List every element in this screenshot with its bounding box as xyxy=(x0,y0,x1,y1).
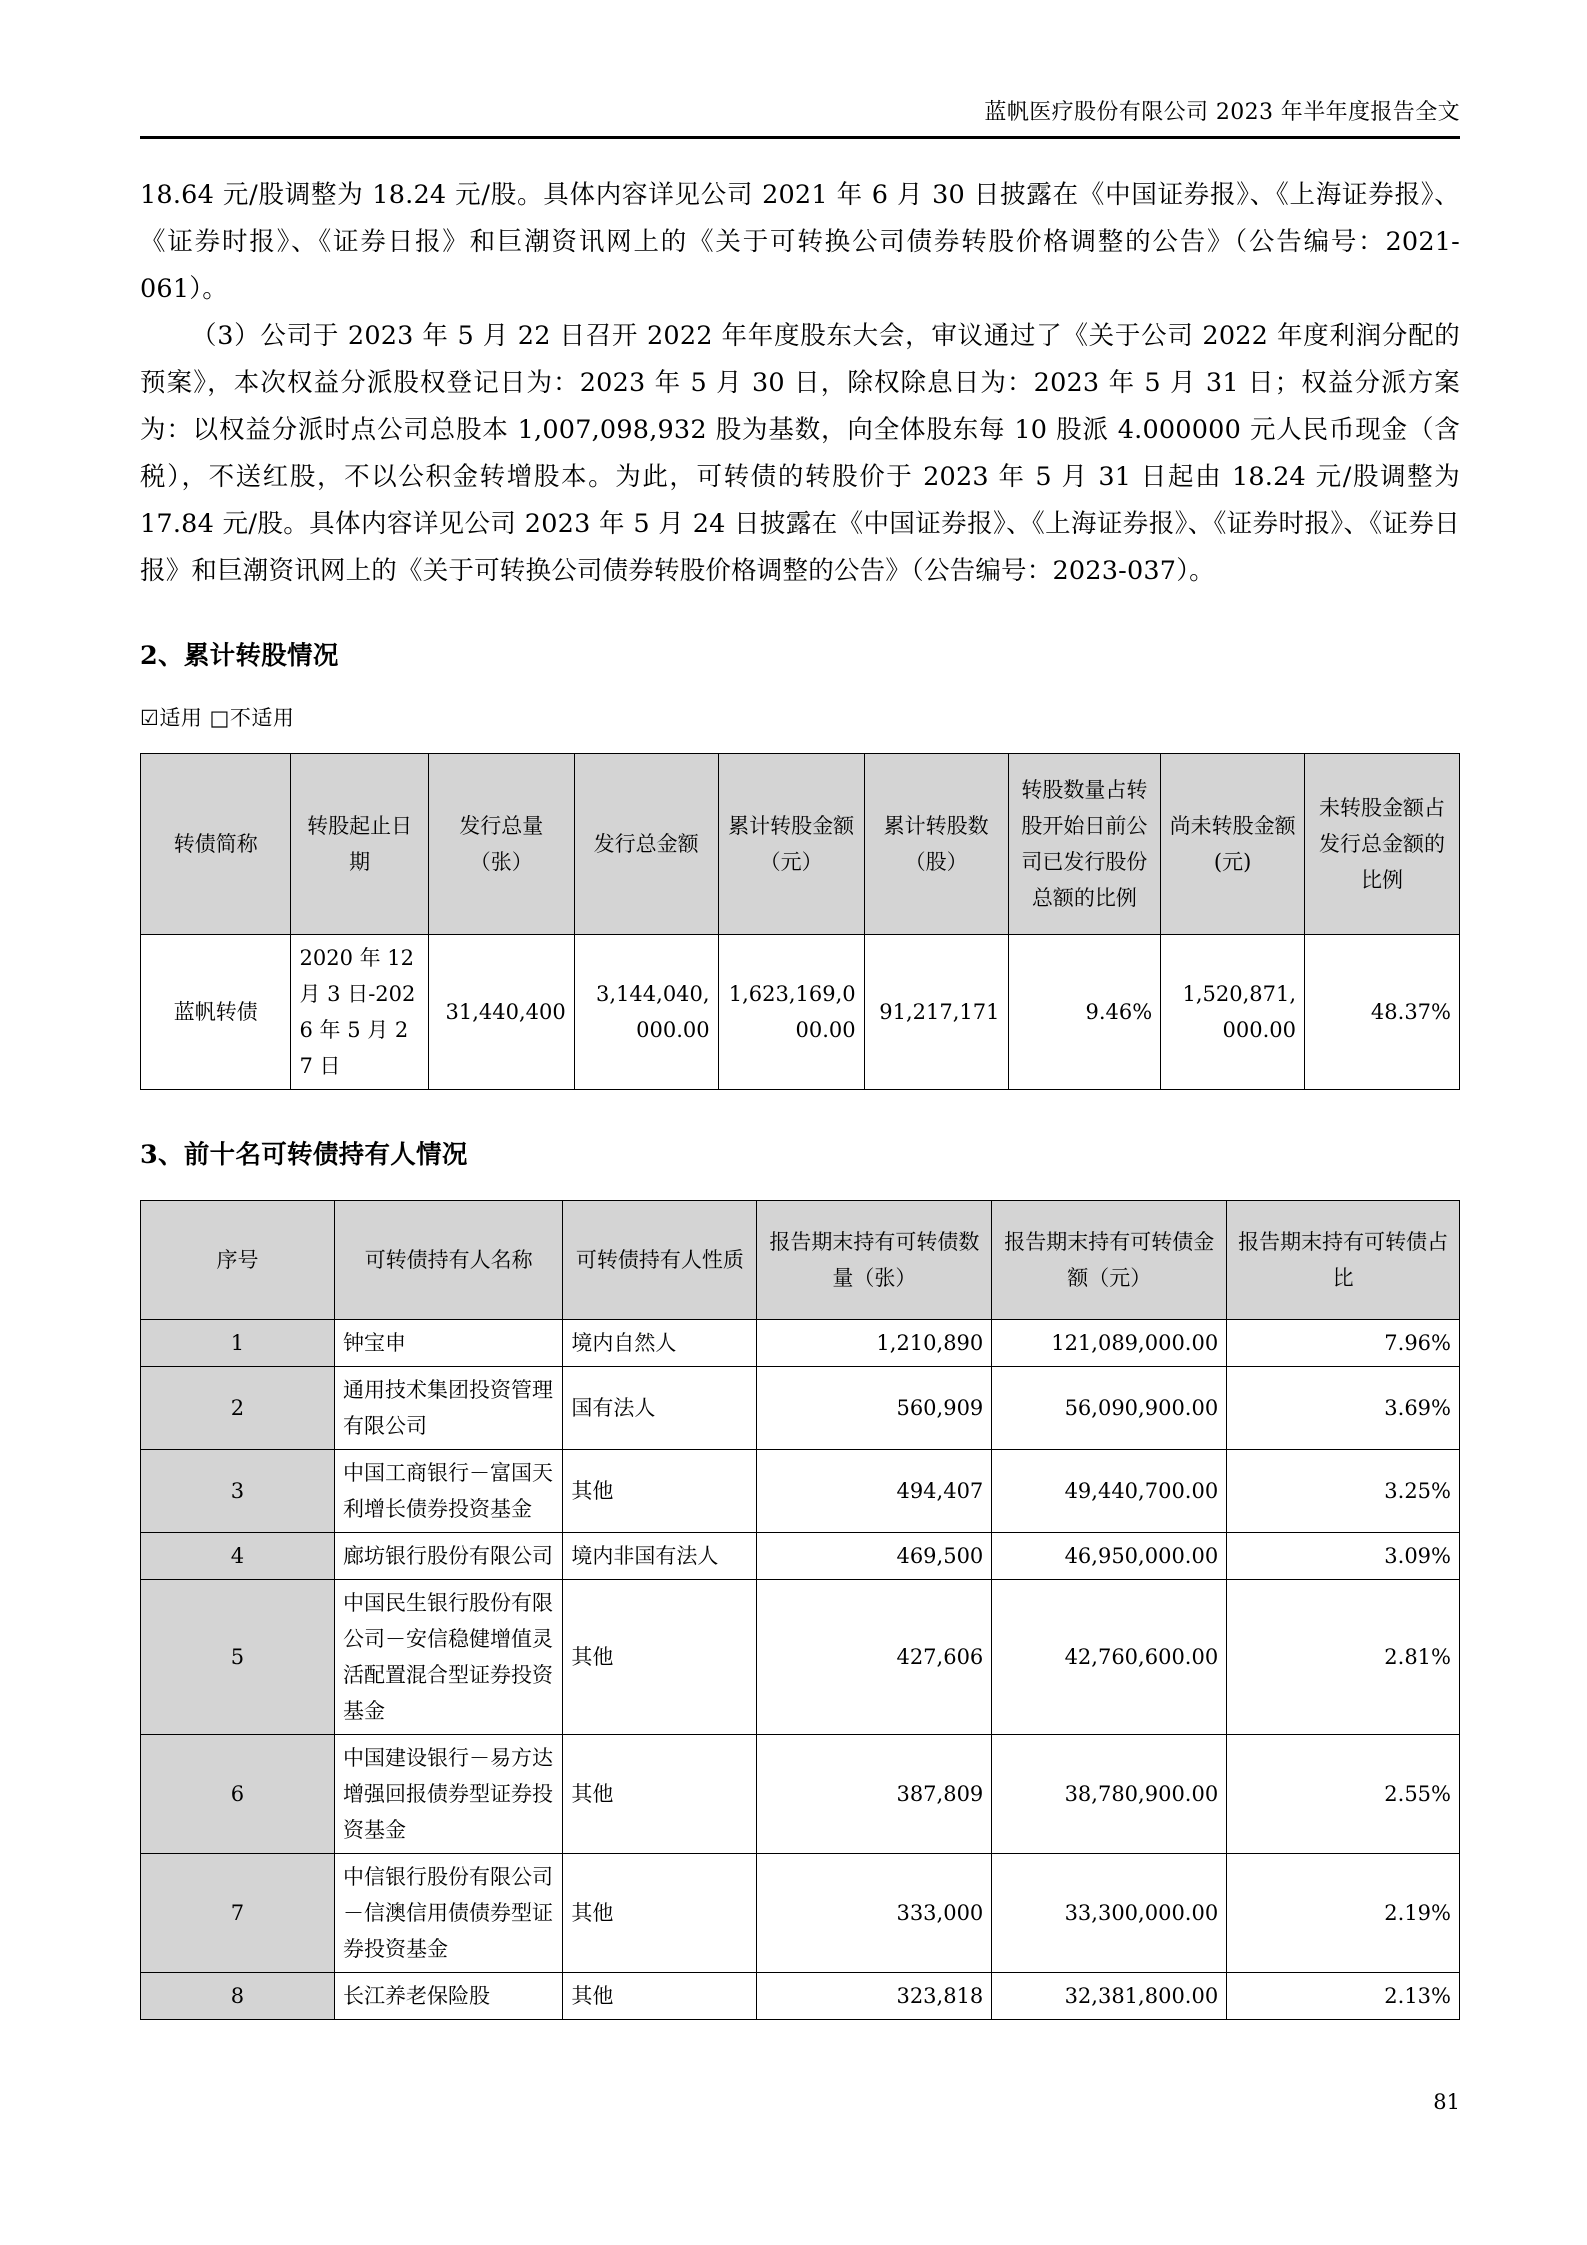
cell-bond-quantity: 1,210,890 xyxy=(757,1319,992,1366)
cell-bond-quantity: 560,909 xyxy=(757,1366,992,1449)
section-3-heading: 3、前十名可转债持有人情况 xyxy=(140,1139,468,1170)
cell-bond-amount: 33,300,000.00 xyxy=(992,1853,1227,1972)
paragraph-1: 18.64 元/股调整为 18.24 元/股。具体内容详见公司 2021 年 6 月 30 日披露在《中国证券报》、《上海证券报》、《证券时报》、《证券日报》和巨潮资讯网上的《关于可转换公司债券转股价格调整的公告》（公告编号：2021-061）。 xyxy=(140,179,1460,304)
paragraph-2: （3）公司于 2023 年 5 月 22 日召开 2022 年年度股东大会，审议通过了《关于公司 2022 年度利润分配的预案》，本次权益分派股权登记日为：2023 年 5 月 30 日，除权除息日为：2023 年 5 月 31 日；权益分派方案为：以权益分派时点公司总股本 1,007,098,932 股为基数，向全体股东每 10 股派 4.000000 元人民币现金（含税），不送红股，不以公积金转增股本。为此，可转债的转股价于 2023 年 5 月 31 日起由 18.24 元/股调整为 17.84 元/股。具体内容详见公司 2023 年 5 月 24 日披露在《中国证券报》、《上海证券报》、《证券时报》、《证券日报》和巨潮资讯网上的《关于可转换公司债券转股价格调整的公告》（公告编号：2023-037）。 xyxy=(140,320,1460,586)
col-header-holder-name: 可转债持有人名称 xyxy=(334,1200,562,1319)
col-header-holder-nature: 可转债持有人性质 xyxy=(563,1200,757,1319)
col-header-bond-amount: 报告期末持有可转债金额（元） xyxy=(992,1200,1227,1319)
table-header-row xyxy=(141,1200,1460,1319)
table-row xyxy=(141,1532,1460,1579)
cell-holder-name: 中国工商银行－富国天利增长债券投资基金 xyxy=(334,1449,562,1532)
cell-holder-name: 中国建设银行－易方达增强回报债券型证券投资基金 xyxy=(334,1734,562,1853)
cell-holder-nature: 境内自然人 xyxy=(563,1319,757,1366)
cell-bond-quantity: 333,000 xyxy=(757,1853,992,1972)
cell-bond-quantity: 387,809 xyxy=(757,1734,992,1853)
col-header-index: 序号 xyxy=(141,1200,335,1319)
cell-bond-quantity: 323,818 xyxy=(757,1972,992,2019)
cell-bond-amount: 42,760,600.00 xyxy=(992,1579,1227,1734)
table-row xyxy=(141,1579,1460,1734)
cell-issue-amount: 3,144,040,000.00 xyxy=(574,934,718,1089)
cell-holder-nature: 其他 xyxy=(563,1972,757,2019)
cell-holder-nature: 其他 xyxy=(563,1579,757,1734)
cell-bond-share: 2.55% xyxy=(1227,1734,1460,1853)
cell-bond-share: 2.19% xyxy=(1227,1853,1460,1972)
table-row xyxy=(141,1366,1460,1449)
cell-bond-quantity: 427,606 xyxy=(757,1579,992,1734)
cell-issue-volume: 31,440,400 xyxy=(428,934,574,1089)
cell-index: 7 xyxy=(141,1853,335,1972)
running-header-title: 蓝帆医疗股份有限公司 2023 年半年度报告全文 xyxy=(984,100,1460,125)
cell-bond-amount: 38,780,900.00 xyxy=(992,1734,1227,1853)
cell-bond-share: 2.13% xyxy=(1227,1972,1460,2019)
cell-bond-amount: 121,089,000.00 xyxy=(992,1319,1227,1366)
cell-unconverted-amount: 1,520,871,000.00 xyxy=(1161,934,1305,1089)
table-row xyxy=(141,1449,1460,1532)
table-row xyxy=(141,934,1460,1089)
cell-bond-share: 3.69% xyxy=(1227,1366,1460,1449)
col-header-cumulative-shares: 累计转股数（股） xyxy=(864,753,1008,934)
cell-index: 6 xyxy=(141,1734,335,1853)
cell-index: 4 xyxy=(141,1532,335,1579)
cell-holder-nature: 国有法人 xyxy=(563,1366,757,1449)
table-header-row xyxy=(141,753,1460,934)
col-header-bond-share: 报告期末持有可转债占比 xyxy=(1227,1200,1460,1319)
cell-index: 3 xyxy=(141,1449,335,1532)
cell-bond-share: 3.25% xyxy=(1227,1449,1460,1532)
cell-holder-name: 廊坊银行股份有限公司 xyxy=(334,1532,562,1579)
col-header-share-ratio: 转股数量占转股开始日前公司已发行股份总额的比例 xyxy=(1008,753,1161,934)
col-header-unconverted-amount: 尚未转股金额(元) xyxy=(1161,753,1305,934)
cell-bond-share: 3.09% xyxy=(1227,1532,1460,1579)
cell-bond-name: 蓝帆转债 xyxy=(141,934,291,1089)
table-row xyxy=(141,1734,1460,1853)
page-content xyxy=(140,0,1460,2020)
cell-cumulative-amount: 1,623,169,000.00 xyxy=(718,934,864,1089)
col-header-issue-amount: 发行总金额 xyxy=(574,753,718,934)
running-header xyxy=(140,0,1460,129)
header-divider xyxy=(140,136,1460,139)
cell-conversion-period: 2020 年 12 月 3 日-2026 年 5 月 27 日 xyxy=(291,934,428,1089)
cell-bond-quantity: 494,407 xyxy=(757,1449,992,1532)
cell-bond-amount: 32,381,800.00 xyxy=(992,1972,1227,2019)
table-row xyxy=(141,1319,1460,1366)
cell-holder-nature: 其他 xyxy=(563,1853,757,1972)
page-number: 81 xyxy=(1433,2090,1460,2114)
cell-holder-nature: 其他 xyxy=(563,1734,757,1853)
col-header-bond-quantity: 报告期末持有可转债数量（张） xyxy=(757,1200,992,1319)
top-holders-table xyxy=(140,1200,1460,2020)
cumulative-conversion-table xyxy=(140,753,1460,1090)
cell-index: 2 xyxy=(141,1366,335,1449)
applicable-checkbox-line: ☑适用 □不适用 xyxy=(140,706,295,731)
col-header-conversion-period: 转股起止日期 xyxy=(291,753,428,934)
cell-bond-amount: 49,440,700.00 xyxy=(992,1449,1227,1532)
table-row xyxy=(141,1972,1460,2019)
cell-bond-share: 2.81% xyxy=(1227,1579,1460,1734)
cell-holder-name: 中国民生银行股份有限公司－安信稳健增值灵活配置混合型证券投资基金 xyxy=(334,1579,562,1734)
cell-bond-share: 7.96% xyxy=(1227,1319,1460,1366)
cell-index: 1 xyxy=(141,1319,335,1366)
col-header-unconverted-ratio: 未转股金额占发行总金额的比例 xyxy=(1305,753,1460,934)
col-header-issue-volume: 发行总量（张） xyxy=(428,753,574,934)
cell-bond-amount: 46,950,000.00 xyxy=(992,1532,1227,1579)
cell-holder-nature: 境内非国有法人 xyxy=(563,1532,757,1579)
cell-share-ratio: 9.46% xyxy=(1008,934,1161,1089)
cell-holder-name: 长江养老保险股 xyxy=(334,1972,562,2019)
col-header-cumulative-amount: 累计转股金额（元） xyxy=(718,753,864,934)
cell-bond-amount: 56,090,900.00 xyxy=(992,1366,1227,1449)
cell-cumulative-shares: 91,217,171 xyxy=(864,934,1008,1089)
cell-index: 8 xyxy=(141,1972,335,2019)
cell-bond-quantity: 469,500 xyxy=(757,1532,992,1579)
cell-holder-nature: 其他 xyxy=(563,1449,757,1532)
cell-holder-name: 通用技术集团投资管理有限公司 xyxy=(334,1366,562,1449)
table-row xyxy=(141,1853,1460,1972)
cell-index: 5 xyxy=(141,1579,335,1734)
col-header-bond-name: 转债简称 xyxy=(141,753,291,934)
cell-holder-name: 中信银行股份有限公司－信澳信用债债券型证券投资基金 xyxy=(334,1853,562,1972)
cell-holder-name: 钟宝申 xyxy=(334,1319,562,1366)
section-2-heading: 2、累计转股情况 xyxy=(140,640,339,671)
cell-unconverted-ratio: 48.37% xyxy=(1305,934,1460,1089)
